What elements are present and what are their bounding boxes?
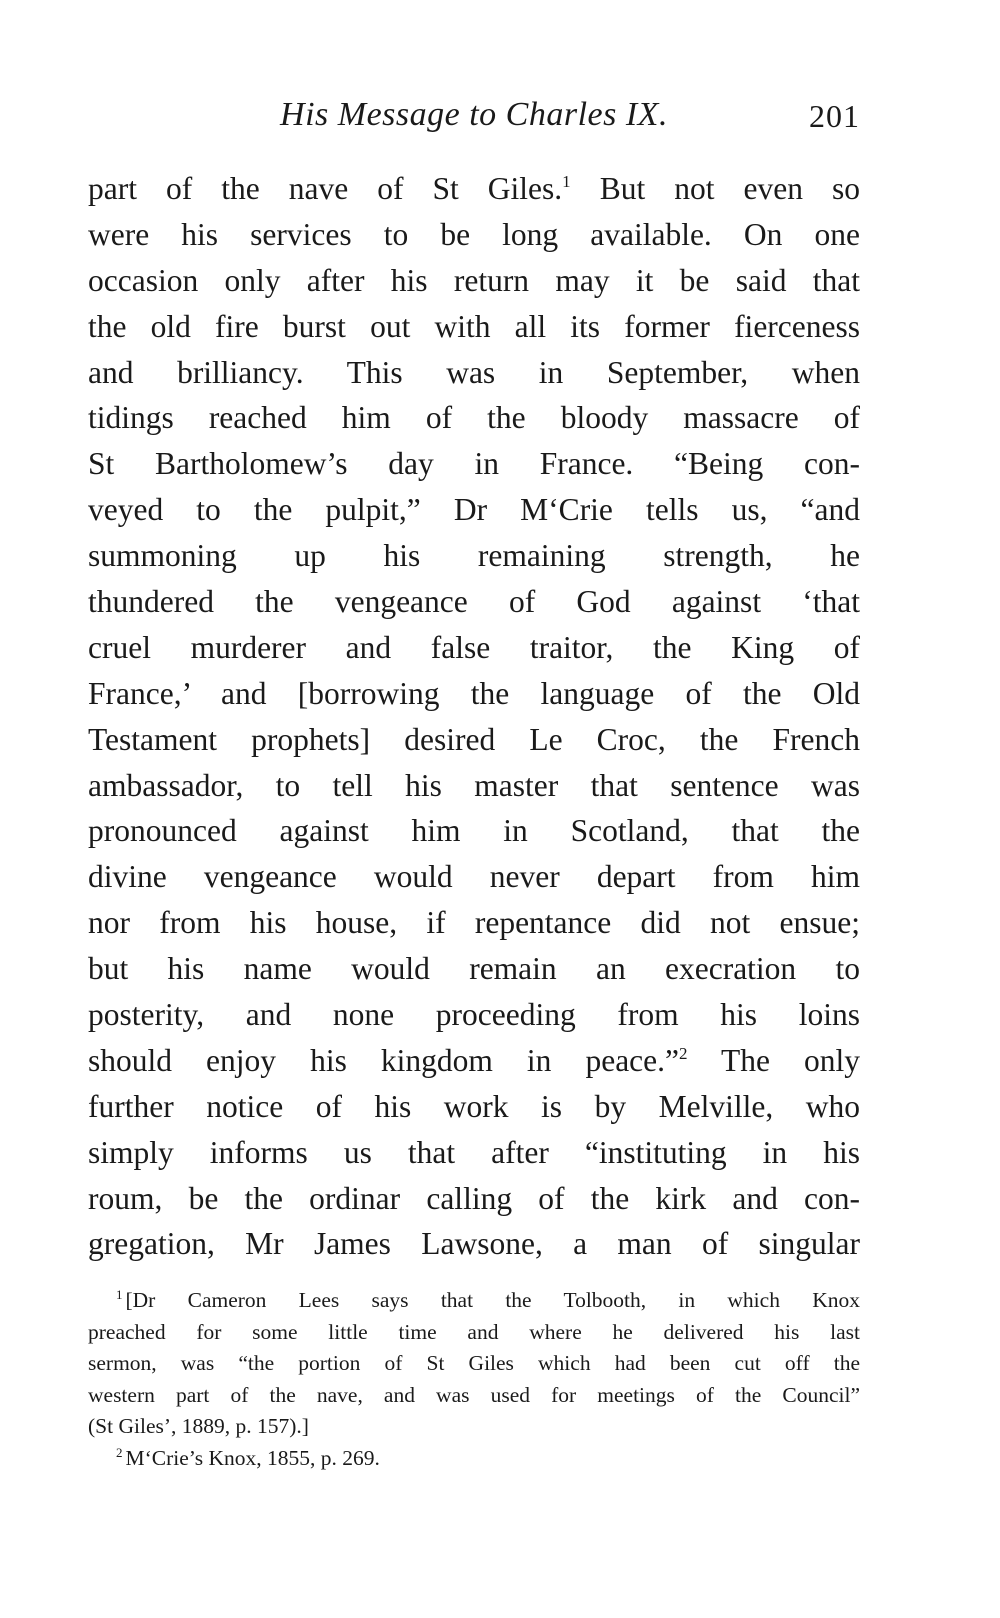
body-line: veyed to the pulpit,” Dr M‘Crie tells us, “and [88, 492, 860, 528]
footnote-ref-1[interactable]: 1 [562, 172, 571, 191]
body-line: the old fire burst out with all its former fierceness [88, 308, 860, 344]
body-line: occasion only after his return may it be said that [88, 262, 860, 298]
body-line: cruel murderer and false traitor, the King of [88, 629, 860, 665]
body-line: France,’ and [borrowing the language of the Old [88, 675, 860, 711]
footnote-line: preached for some little time and where he delivered his last [88, 1319, 860, 1344]
footnote-ref-2[interactable]: 2 [679, 1043, 688, 1063]
footnote-marker: 1 [116, 1287, 123, 1302]
body-text [88, 166, 860, 1267]
body-line: roum, be the ordinar calling of the kirk and con- [88, 1180, 860, 1216]
running-title: His Message to Charles IX. [280, 96, 668, 133]
body-line: simply informs us that after “instituting in his [88, 1134, 860, 1170]
body-line: summoning up his remaining strength, he [88, 538, 860, 574]
body-line: were his services to be long available. On one [88, 216, 860, 252]
body-line: pronounced against him in Scotland, that the [88, 813, 860, 849]
body-line: ambassador, to tell his master that sentence was [88, 767, 860, 803]
footnote-line: $^2$ M‘Crie’s Knox, 1855, p. 269. [116, 1444, 380, 1470]
body-line: and brilliancy. This was in September, when [88, 354, 860, 390]
body-line: St Bartholomew’s day in France. “Being con- [88, 446, 860, 482]
body-line: gregation, Mr James Lawsone, a man of singular [88, 1226, 860, 1262]
body-line: tidings reached him of the bloody massacre of [88, 400, 860, 436]
footnote-2 [88, 1443, 860, 1475]
body-line: posterity, and none proceeding from his loins [88, 997, 860, 1033]
body-line: nor from his house, if repentance did not ensue; [88, 905, 860, 941]
footnote-line: (St Giles’, 1889, p. 157).] [88, 1414, 309, 1438]
footnotes [88, 1285, 860, 1474]
running-head [88, 96, 860, 144]
footnote-line: $^1$ [Dr Cameron Lees says that the Tolbooth, in which Knox [116, 1287, 860, 1312]
body-line: part of the nave of St Giles.$^1$ But not even so [88, 171, 860, 206]
body-line: thundered the vengeance of God against ‘that [88, 584, 860, 620]
body-line: should enjoy his kingdom in peace.”$^2$ The only [88, 1042, 861, 1078]
body-line: but his name would remain an execration to [88, 951, 860, 987]
page-number: 201 [809, 98, 860, 134]
body-line: divine vengeance would never depart from him [88, 859, 860, 895]
body-line: further notice of his work is by Melville, who [88, 1088, 860, 1124]
body-line: Testament prophets] desired Le Croc, the French [88, 721, 860, 757]
footnote-line: sermon, was “the portion of St Giles which had been cut off the [88, 1351, 860, 1375]
footnote-line: western part of the nave, and was used for meetings of the Council” [88, 1382, 860, 1407]
footnote-marker: 2 [116, 1444, 123, 1460]
footnote-1 [88, 1285, 860, 1443]
